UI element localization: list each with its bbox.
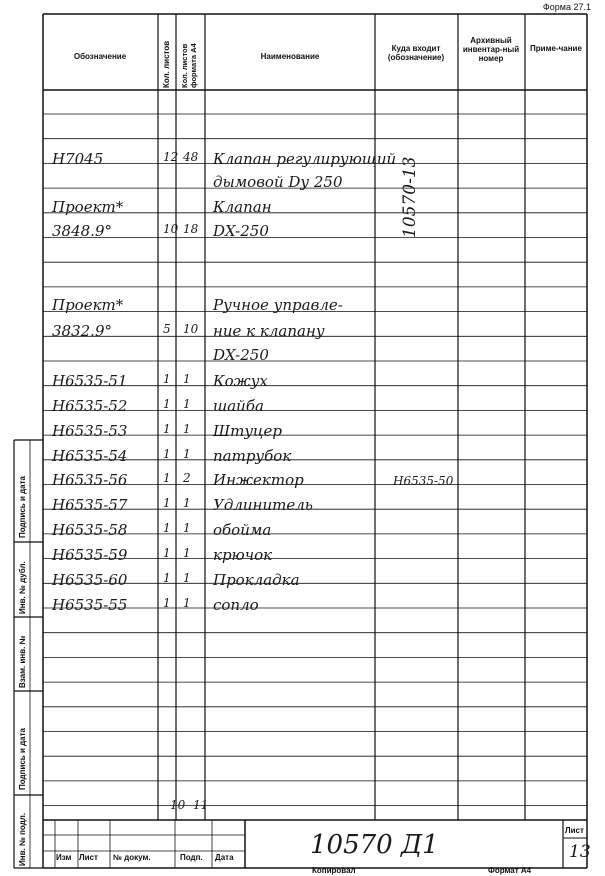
entry-designation: Н6535-52 [52,397,128,415]
entry-designation: Н6535-57 [52,496,128,514]
entry-count: 1 [163,496,171,510]
stamp-sign: Подп. [180,853,203,862]
entry-name: шайба [213,397,264,415]
entry-designation: Н6535-58 [52,521,128,539]
entry-a4: 1 [183,546,191,560]
side-label-sign-date-1: Подпись и дата [18,476,27,538]
entry-a4: 1 [183,372,191,386]
entry-a4: 48 [183,150,199,164]
entry-designation: Проект* [52,198,124,216]
side-label-vzam-inv: Взам. инв. № [18,635,27,688]
entry-a4: 1 [183,447,191,461]
where-used-ref-2: Н6535-50 [393,474,454,488]
form-label: Форма 27.1 [542,2,591,12]
footer-format: Формат А4 [488,866,532,875]
entry-name: Ручное управле- [213,296,343,314]
entry-designation: 3848.9° [52,222,112,240]
entry-name: сопло [213,596,259,614]
header-archive-number: Архивный инвентар-ный номер [462,36,520,64]
entry-name: Клапан [213,198,272,216]
entry-name: Штуцер [213,422,282,440]
footer-copied: Копировал [312,866,356,875]
header-designation: Обозначение [73,52,127,61]
entry-name: патрубок [213,447,292,465]
entry-designation: Н6535-59 [52,546,128,564]
header-sheets-count: Кол. листов [162,40,171,88]
stamp-sheet-number: 13 [569,842,591,862]
side-label-inv-orig: Инв. № подл. [18,812,27,866]
entry-designation: Н6535-53 [52,422,128,440]
entry-name: DX-250 [213,346,269,364]
entry-count: 12 [163,150,179,164]
entry-a4: 1 [183,496,191,510]
entry-name: Клапан регулирующий [213,150,397,168]
entry-designation: Н7045 [52,150,104,168]
entry-designation: Н6535-51 [52,372,128,390]
stamp-izm: Изм [56,853,72,862]
header-notes: Приме-чание [530,44,582,53]
entry-count: 1 [163,422,171,436]
where-used-ref-1: 10570-13 [400,156,420,238]
entry-designation: Н6535-54 [52,447,128,465]
total-sheets-a4: 11 [193,798,209,812]
entry-name: Кожух [213,372,268,390]
entry-a4: 18 [183,222,199,236]
entry-designation: Проект* [52,296,124,314]
entry-a4: 1 [183,397,191,411]
entry-count: 1 [163,596,171,610]
entry-a4: 1 [183,521,191,535]
entry-a4: 1 [183,571,191,585]
entry-a4: 1 [183,422,191,436]
stamp-date: Дата [215,853,234,862]
entry-a4: 1 [183,596,191,610]
entry-count: 10 [163,222,179,236]
entry-a4: 2 [183,471,191,485]
header-name: Наименование [260,52,320,61]
side-label-inv-dup: Инв. № дубл. [18,561,27,614]
side-label-sign-date-2: Подпись и дата [18,728,27,790]
entry-count: 1 [163,521,171,535]
entry-count: 1 [163,471,171,485]
total-sheets-count: 10 [170,798,186,812]
stamp-doc-no: № докум. [113,853,151,862]
entry-name: крючок [213,546,273,564]
entry-designation: Н6535-55 [52,596,128,614]
entry-name: Удлинитель [213,496,313,514]
header-where-used: Куда входит (обозначение) [387,44,445,63]
entry-designation: Н6535-60 [52,571,128,589]
entry-name: DX-250 [213,222,269,240]
stamp-list: Лист [79,853,98,862]
entry-name: обойма [213,521,272,539]
header-sheets-a4: Кол. листов формата А4 [180,43,198,88]
entry-name: Прокладка [213,571,300,589]
stamp-designation: 10570 Д1 [310,830,439,860]
entry-designation: 3832.9° [52,322,112,340]
entry-a4: 10 [183,322,199,336]
entry-count: 5 [163,322,171,336]
entry-name: Инжектор [213,471,304,489]
entry-count: 1 [163,571,171,585]
stamp-sheet-label: Лист [565,826,584,835]
entry-count: 1 [163,397,171,411]
entry-designation: Н6535-56 [52,471,128,489]
entry-count: 1 [163,546,171,560]
entry-count: 1 [163,372,171,386]
entry-name: дымовой Dу 250 [213,173,343,191]
entry-count: 1 [163,447,171,461]
entry-name: ние к клапану [213,322,325,340]
